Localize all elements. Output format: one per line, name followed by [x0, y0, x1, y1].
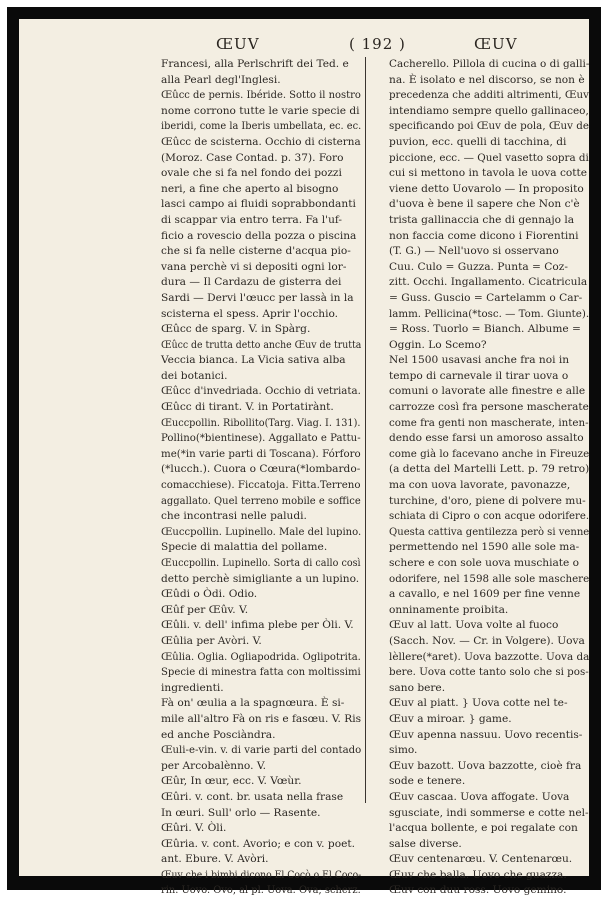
text-line: comuni o lavorate alle finestre e alle: [389, 385, 586, 398]
text-line: detto perchè simigliante a un lupino.: [161, 572, 360, 585]
text-line: = Ross. Tuorlo = Bianch. Albume =: [389, 323, 581, 336]
text-line: Œûcc de scisterna. Occhio di cisterna: [161, 135, 361, 148]
text-line: permettendo nel 1590 alle sole ma-: [389, 541, 580, 554]
text-line: Œûr, In œur, ecc. V. Vœùr.: [161, 775, 302, 788]
text-line: Œuv bazott. Uova bazzotte, cioè fra: [389, 759, 582, 772]
text-line: Œuv al latt. Uova volte al fuoco: [389, 619, 559, 632]
text-line: d'uova è bene il sapere che Non c'è: [389, 198, 580, 211]
text-line: che si fa nelle cisterne d'acqua pio-: [161, 245, 351, 258]
text-line: Œuv al piatt. } Uova cotte nel te-: [389, 697, 568, 710]
text-line: Œûli. v. dell' infima plebe per Òli. V.: [161, 619, 354, 632]
text-line: Œuv a miroar. } game.: [389, 712, 512, 725]
book-page: [19, 19, 590, 897]
text-line: dura — Il Cardazu de gisterra dei: [161, 276, 342, 289]
text-line: scisterna el spess. Aprir l'occhio.: [161, 307, 339, 320]
text-line: Sardi — Dervi l'œucc per lassà in la: [161, 291, 354, 304]
text-line: piccione, ecc. — Quel vasetto sopra di: [389, 151, 589, 164]
text-line: dei botanici.: [161, 369, 228, 382]
text-line: carrozze così fra persone mascherate: [389, 401, 589, 414]
page-frame: [7, 7, 601, 897]
text-line: tempo di carnevale il tirar uova o: [389, 369, 569, 382]
text-line: Œûri. V. Òli.: [161, 822, 227, 835]
text-line: Œûcc de sparg. V. in Spàrg.: [161, 323, 311, 336]
text-line: intendiamo sempre quello gallinaceo,: [389, 104, 589, 117]
text-line: Œuv cascaa. Uova affogate. Uova: [389, 790, 570, 803]
text-line: Œuccpollin. Ribollito(Targ. Viag. I. 131).: [161, 416, 361, 429]
right-column: [389, 57, 589, 899]
text-line: Cuu. Culo = Guzza. Punta = Coz-: [389, 260, 568, 273]
text-line: Œuv apenna nassuu. Uovo recentis-: [389, 728, 583, 741]
text-line: nome corrono tutte le varie specie di: [161, 104, 360, 117]
text-line: di scappar via entro terra. Fa l'uf-: [161, 213, 343, 226]
text-line: sano bere.: [389, 681, 446, 694]
text-line: a cavallo, e nel 1609 per fine venne: [389, 588, 581, 601]
text-line: neri, a fine che aperto al bisogno: [161, 182, 339, 195]
text-line: Œuv che i bimbi dicono El Cocò o El Coco-: [161, 868, 362, 881]
text-line: zitt. Occhi. Ingallamento. Cicatricula: [389, 276, 588, 289]
text-line: lasci campo ai fluidi soprabbondanti: [161, 198, 356, 211]
text-line: comacchiese). Ficcatoja. Fitta.Terreno: [161, 479, 361, 492]
text-line: alla Pearl degl'Inglesi.: [161, 73, 281, 86]
text-line: non faccia come dicono i Fiorentini: [389, 229, 579, 242]
left-column: [161, 57, 361, 899]
text-line: Œuv centenarœu. V. Centenarœu.: [389, 853, 573, 866]
page-number: ( 192 ): [349, 35, 406, 53]
text-line: ingredienti.: [161, 681, 224, 694]
text-line: sgusciate, indi sommerse e cotte nel-: [389, 806, 589, 819]
text-line: puvion, ecc. quelli di tacchina, di: [389, 135, 567, 148]
text-line: Nel 1500 usavasi anche fra noi in: [389, 354, 570, 367]
text-line: Oggin. Lo Scemo?: [389, 338, 487, 351]
text-line: ant. Ebure. V. Avòri.: [161, 853, 269, 866]
text-line: Œuv con duu ross. Uovo gemino.: [389, 884, 567, 897]
text-line: per Arcobalènno. V.: [161, 759, 267, 772]
text-line: simo.: [389, 744, 418, 757]
text-line: Cacherello. Pillola di cucina o di galli-: [389, 58, 590, 70]
text-line: ma con uova lavorate, pavonazze,: [389, 479, 571, 492]
text-line: mile all'altro Fà on ris e fasœu. V. Ris: [161, 712, 362, 725]
text-line: In œuri. Sull' orlo — Rasente.: [161, 806, 321, 819]
text-line: precedenza che additi altrimenti, Œuv: [389, 89, 589, 102]
text-line: Œûcc di tirant. V. in Portatirànt.: [161, 401, 334, 414]
text-line: Veccia bianca. La Vicia sativa alba: [161, 354, 346, 367]
text-line: na. È isolato e nel discorso, se non è: [389, 73, 585, 86]
text-line: Pollino(*bientinese). Aggallato e Pattu-: [161, 432, 361, 445]
text-line: = Guss. Guscio = Cartelamm o Car-: [389, 291, 583, 304]
text-line: sode e tenere.: [389, 775, 466, 788]
text-line: Œuli-e-vin. v. di varie parti del contado: [161, 744, 362, 757]
text-line: Œûcc de pernis. Ibéride. Sotto il nostro: [161, 89, 361, 102]
text-line: Œûlia. Oglia. Ogliapodrida. Oglipotrita.: [161, 650, 361, 663]
text-line: Specie di malattia del pollame.: [161, 541, 328, 554]
text-line: (a detta del Martelli Lett. p. 79 retro): [389, 463, 590, 476]
text-line: dendo esse farsi un amoroso assalto: [389, 432, 584, 445]
text-line: iberidi, come la Iberis umbellata, ec. ec.: [161, 120, 362, 133]
text-line: Œuv che balla. Uovo che guazza.: [389, 868, 567, 881]
text-line: trista gallinaccia che di gennajo la: [389, 213, 575, 226]
text-line: Œûcc d'invedriada. Occhio di vetriata.: [161, 385, 361, 398]
text-line: rin. Uovo. Ovo, al pl. Uova. Ova; scherz.: [161, 884, 361, 897]
text-line: turchine, d'oro, piene di polvere mu-: [389, 494, 586, 507]
text-line: me(*in varie parti di Toscana). Fórforo: [161, 447, 361, 460]
header-right-title: ŒUV: [474, 35, 518, 53]
text-line: ficio a rovescio della pozza o piscina: [161, 229, 357, 242]
text-line: Œûcc de trutta detto anche Œuv de trutta: [161, 338, 362, 351]
text-line: onninamente proibita.: [389, 603, 509, 616]
text-line: che incontrasi nelle paludi.: [161, 510, 307, 523]
text-line: Œûdi o Òdi. Odio.: [161, 588, 258, 601]
header-left-title: ŒUV: [216, 35, 260, 53]
text-line: (*lucch.). Cuora o Cœura(*lombardo-: [161, 463, 361, 476]
text-line: Œûria. v. cont. Avorio; e con v. poet.: [161, 837, 355, 850]
text-line: Fà on' œulia a la spagnœura. È si-: [161, 697, 345, 710]
text-line: (Sacch. Nov. — Cr. in Volgere). Uova: [389, 634, 585, 647]
text-line: cui si mettono in tavola le uova cotte: [389, 167, 588, 180]
text-line: come già lo facevano anche in Fireuze: [389, 447, 590, 460]
text-line: bere. Uova cotte tanto solo che si pos-: [389, 666, 589, 679]
text-line: viene detto Uovarolo — In proposito: [389, 182, 584, 195]
column-divider: [365, 57, 366, 803]
text-line: schere e con sole uova muschiate o: [389, 557, 580, 569]
text-line: vana perchè vi si depositi ogni lor-: [161, 260, 347, 273]
text-line: ovale che si fa nel fondo dei pozzi: [161, 167, 342, 180]
text-line: lamm. Pellicina(*tosc. — Tom. Giunte).: [389, 307, 590, 320]
running-header: [19, 35, 589, 57]
text-line: Œuccpollin. Lupinello. Male del lupino.: [161, 525, 362, 538]
text-line: Questa cattiva gentilezza però si venne: [389, 525, 590, 538]
text-line: odorifere, nel 1598 alle sole maschere: [389, 572, 590, 585]
text-line: aggallato. Quel terreno mobile e soffice: [161, 494, 361, 507]
text-line: lèllere(*aret). Uova bazzotte. Uova da: [389, 650, 590, 663]
text-line: specificando poi Œuv de pola, Œuv de: [389, 120, 589, 133]
text-line: Œûf per Œûv. V.: [161, 603, 249, 616]
text-line: Œuccpollin. Lupinello. Sorta di callo così: [161, 557, 361, 569]
text-line: Francesi, alla Perlschrift dei Ted. e: [161, 58, 349, 70]
text-line: ed anche Posciàndra.: [161, 728, 276, 741]
text-line: come fra genti non mascherate, inten-: [389, 416, 589, 429]
text-line: Œûri. v. cont. br. usata nella frase: [161, 790, 344, 803]
text-line: salse diverse.: [389, 837, 462, 850]
text-line: Specie di minestra fatta con moltissimi: [161, 666, 361, 679]
text-line: schiata di Cipro o con acque odorifere.: [389, 510, 590, 523]
text-line: l'acqua bollente, e poi regalate con: [389, 822, 578, 835]
text-line: (Moroz. Case Contad. p. 37). Foro: [161, 151, 344, 164]
text-line: (T. G.) — Nell'uovo si osservano: [389, 245, 559, 258]
text-line: Œûlia per Avòri. V.: [161, 634, 262, 647]
